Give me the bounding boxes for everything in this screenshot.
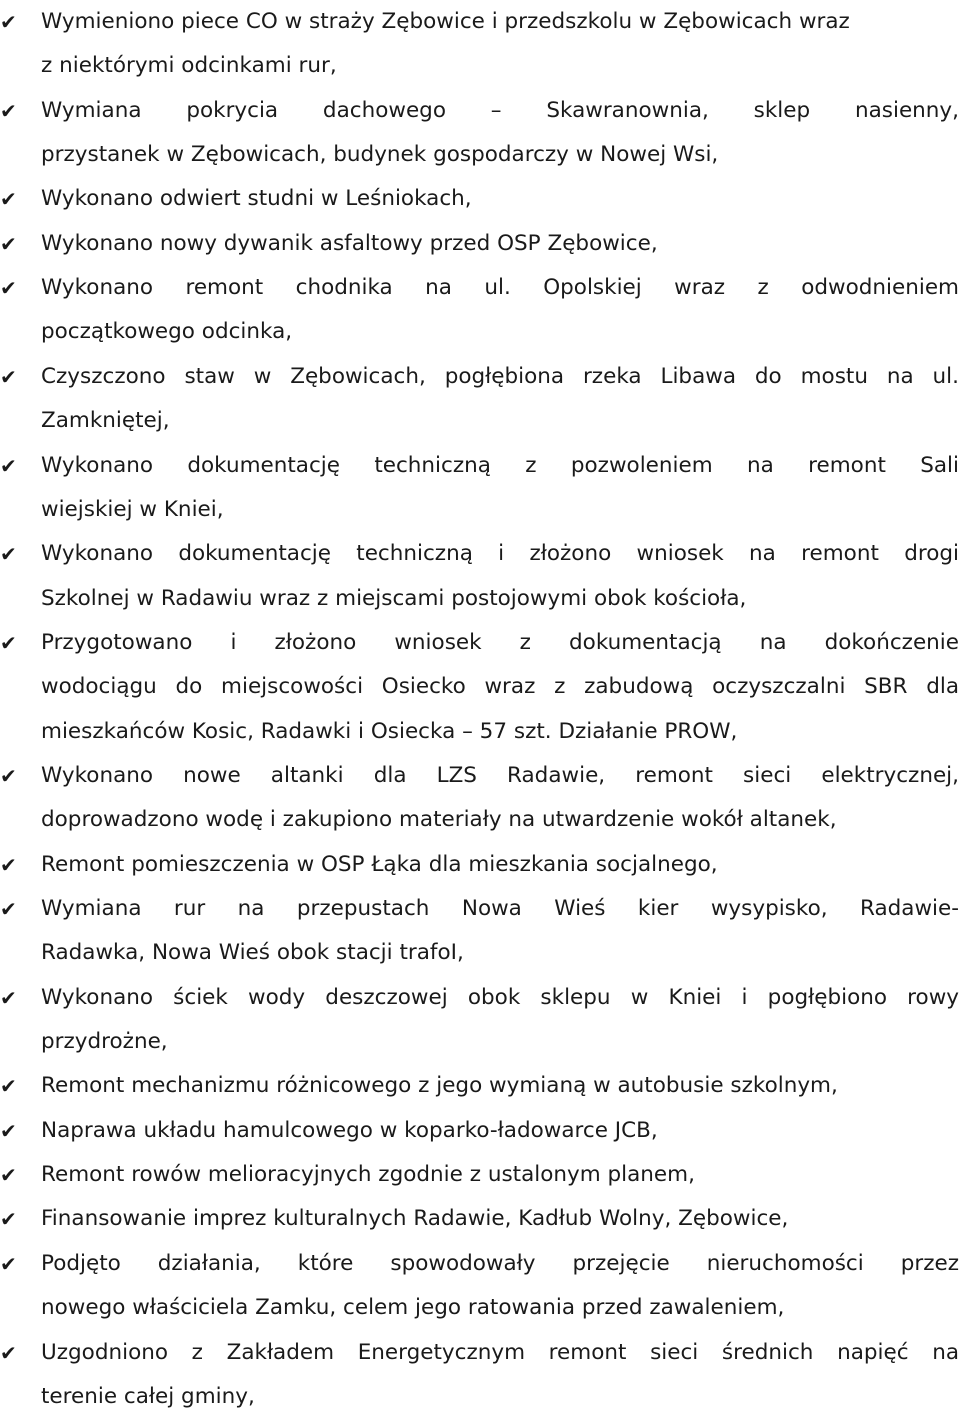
list-item-text-line: Podjęto działania, które spowodowały przejęcie nieruchomości przez	[41, 1242, 959, 1286]
list-item	[0, 1197, 960, 1241]
list-item	[0, 843, 960, 887]
list-item-text-line: Remont mechanizmu różnicowego z jego wymianą w autobusie szkolnym,	[41, 1064, 959, 1108]
list-item	[0, 222, 960, 266]
list-item-text-line: Wykonano nowy dywanik asfaltowy przed OSP Zębowice,	[41, 222, 959, 266]
list-item-text-line: Radawka, Nowa Wieś obok stacji trafoI,	[41, 931, 959, 975]
checkmark-icon: ✔	[0, 1109, 30, 1153]
list-item-text-line: Wykonano remont chodnika na ul. Opolskiej wraz z odwodnieniem	[41, 266, 959, 310]
list-item-text-line: Czyszczono staw w Zębowicach, pogłębiona rzeka Libawa do mostu na ul.	[41, 355, 959, 399]
checkmark-icon: ✔	[0, 266, 30, 310]
checkmark-icon: ✔	[0, 1153, 30, 1197]
list-item-text-line: Uzgodniono z Zakładem Energetycznym remont sieci średnich napięć na	[41, 1331, 959, 1375]
list-item-text-line: Naprawa układu hamulcowego w koparko-ładowarce JCB,	[41, 1109, 959, 1153]
list-item-text-line: wodociągu do miejscowości Osiecko wraz z zabudową oczyszczalni SBR dla	[41, 665, 959, 709]
list-item	[0, 621, 960, 754]
list-item	[0, 1064, 960, 1108]
list-item-text-line: Finansowanie imprez kulturalnych Radawie, Kadłub Wolny, Zębowice,	[41, 1197, 959, 1241]
checkmark-icon: ✔	[0, 177, 30, 221]
list-item-text-line: Wymiana rur na przepustach Nowa Wieś kier wysypisko, Radawie-	[41, 887, 959, 931]
list-item	[0, 754, 960, 843]
list-item	[0, 1153, 960, 1197]
checkmark-icon: ✔	[0, 0, 30, 44]
list-item	[0, 1109, 960, 1153]
checkmark-icon: ✔	[0, 532, 30, 576]
list-item	[0, 89, 960, 178]
list-item-text-line: doprowadzono wodę i zakupiono materiały na utwardzenie wokół altanek,	[41, 798, 959, 842]
list-item-text-line: Remont rowów melioracyjnych zgodnie z ustalonym planem,	[41, 1153, 959, 1197]
list-item-text-line: nowego właściciela Zamku, celem jego ratowania przed zawaleniem,	[41, 1286, 959, 1330]
list-item-text-line: mieszkańców Kosic, Radawki i Osiecka – 57 szt. Działanie PROW,	[41, 710, 959, 754]
checkmark-icon: ✔	[0, 754, 30, 798]
list-item	[0, 177, 960, 221]
checkmark-icon: ✔	[0, 222, 30, 266]
list-item	[0, 266, 960, 355]
list-item-text-line: Wymieniono piece CO w straży Zębowice i przedszkolu w Zębowicach wraz	[41, 0, 959, 44]
list-item	[0, 444, 960, 533]
checkmark-icon: ✔	[0, 444, 30, 488]
list-item	[0, 976, 960, 1065]
list-item-text-line: Zamkniętej,	[41, 399, 959, 443]
list-item-text-line: wiejskiej w Kniei,	[41, 488, 959, 532]
list-item	[0, 887, 960, 976]
list-item-text-line: Wykonano odwiert studni w Leśniokach,	[41, 177, 959, 221]
list-item	[0, 355, 960, 444]
list-item-text-line: Wymiana pokrycia dachowego – Skawranownia, sklep nasienny,	[41, 89, 959, 133]
checkmark-icon: ✔	[0, 976, 30, 1020]
list-item-text-line: początkowego odcinka,	[41, 310, 959, 354]
list-item	[0, 1242, 960, 1331]
checkmark-icon: ✔	[0, 621, 30, 665]
list-item-text-line: Wykonano dokumentację techniczną z pozwoleniem na remont Sali	[41, 444, 959, 488]
checkmark-icon: ✔	[0, 843, 30, 887]
list-item-text-line: Wykonano nowe altanki dla LZS Radawie, remont sieci elektrycznej,	[41, 754, 959, 798]
checkmark-icon: ✔	[0, 1331, 30, 1375]
list-item-text-line: przydrożne,	[41, 1020, 959, 1064]
list-item	[0, 532, 960, 621]
list-item-text-line: terenie całej gminy,	[41, 1375, 959, 1419]
checkmark-icon: ✔	[0, 1197, 30, 1241]
checkmark-icon: ✔	[0, 89, 30, 133]
list-item-text-line: Szkolnej w Radawiu wraz z miejscami postojowymi obok kościoła,	[41, 577, 959, 621]
list-item	[0, 1331, 960, 1419]
list-item-text-line: Wykonano dokumentację techniczną i złożono wniosek na remont drogi	[41, 532, 959, 576]
list-item-text-line: Remont pomieszczenia w OSP Łąka dla mieszkania socjalnego,	[41, 843, 959, 887]
checkmark-icon: ✔	[0, 1242, 30, 1286]
list-item-text-line: z niektórymi odcinkami rur,	[41, 44, 959, 88]
list-item-text-line: przystanek w Zębowicach, budynek gospodarczy w Nowej Wsi,	[41, 133, 959, 177]
checkmark-icon: ✔	[0, 1064, 30, 1108]
list-item-text-line: Wykonano ściek wody deszczowej obok sklepu w Kniei i pogłębiono rowy	[41, 976, 959, 1020]
list-item	[0, 0, 960, 89]
checkmark-icon: ✔	[0, 355, 30, 399]
list-item-text-line: Przygotowano i złożono wniosek z dokumentacją na dokończenie	[41, 621, 959, 665]
checkmark-icon: ✔	[0, 887, 30, 931]
